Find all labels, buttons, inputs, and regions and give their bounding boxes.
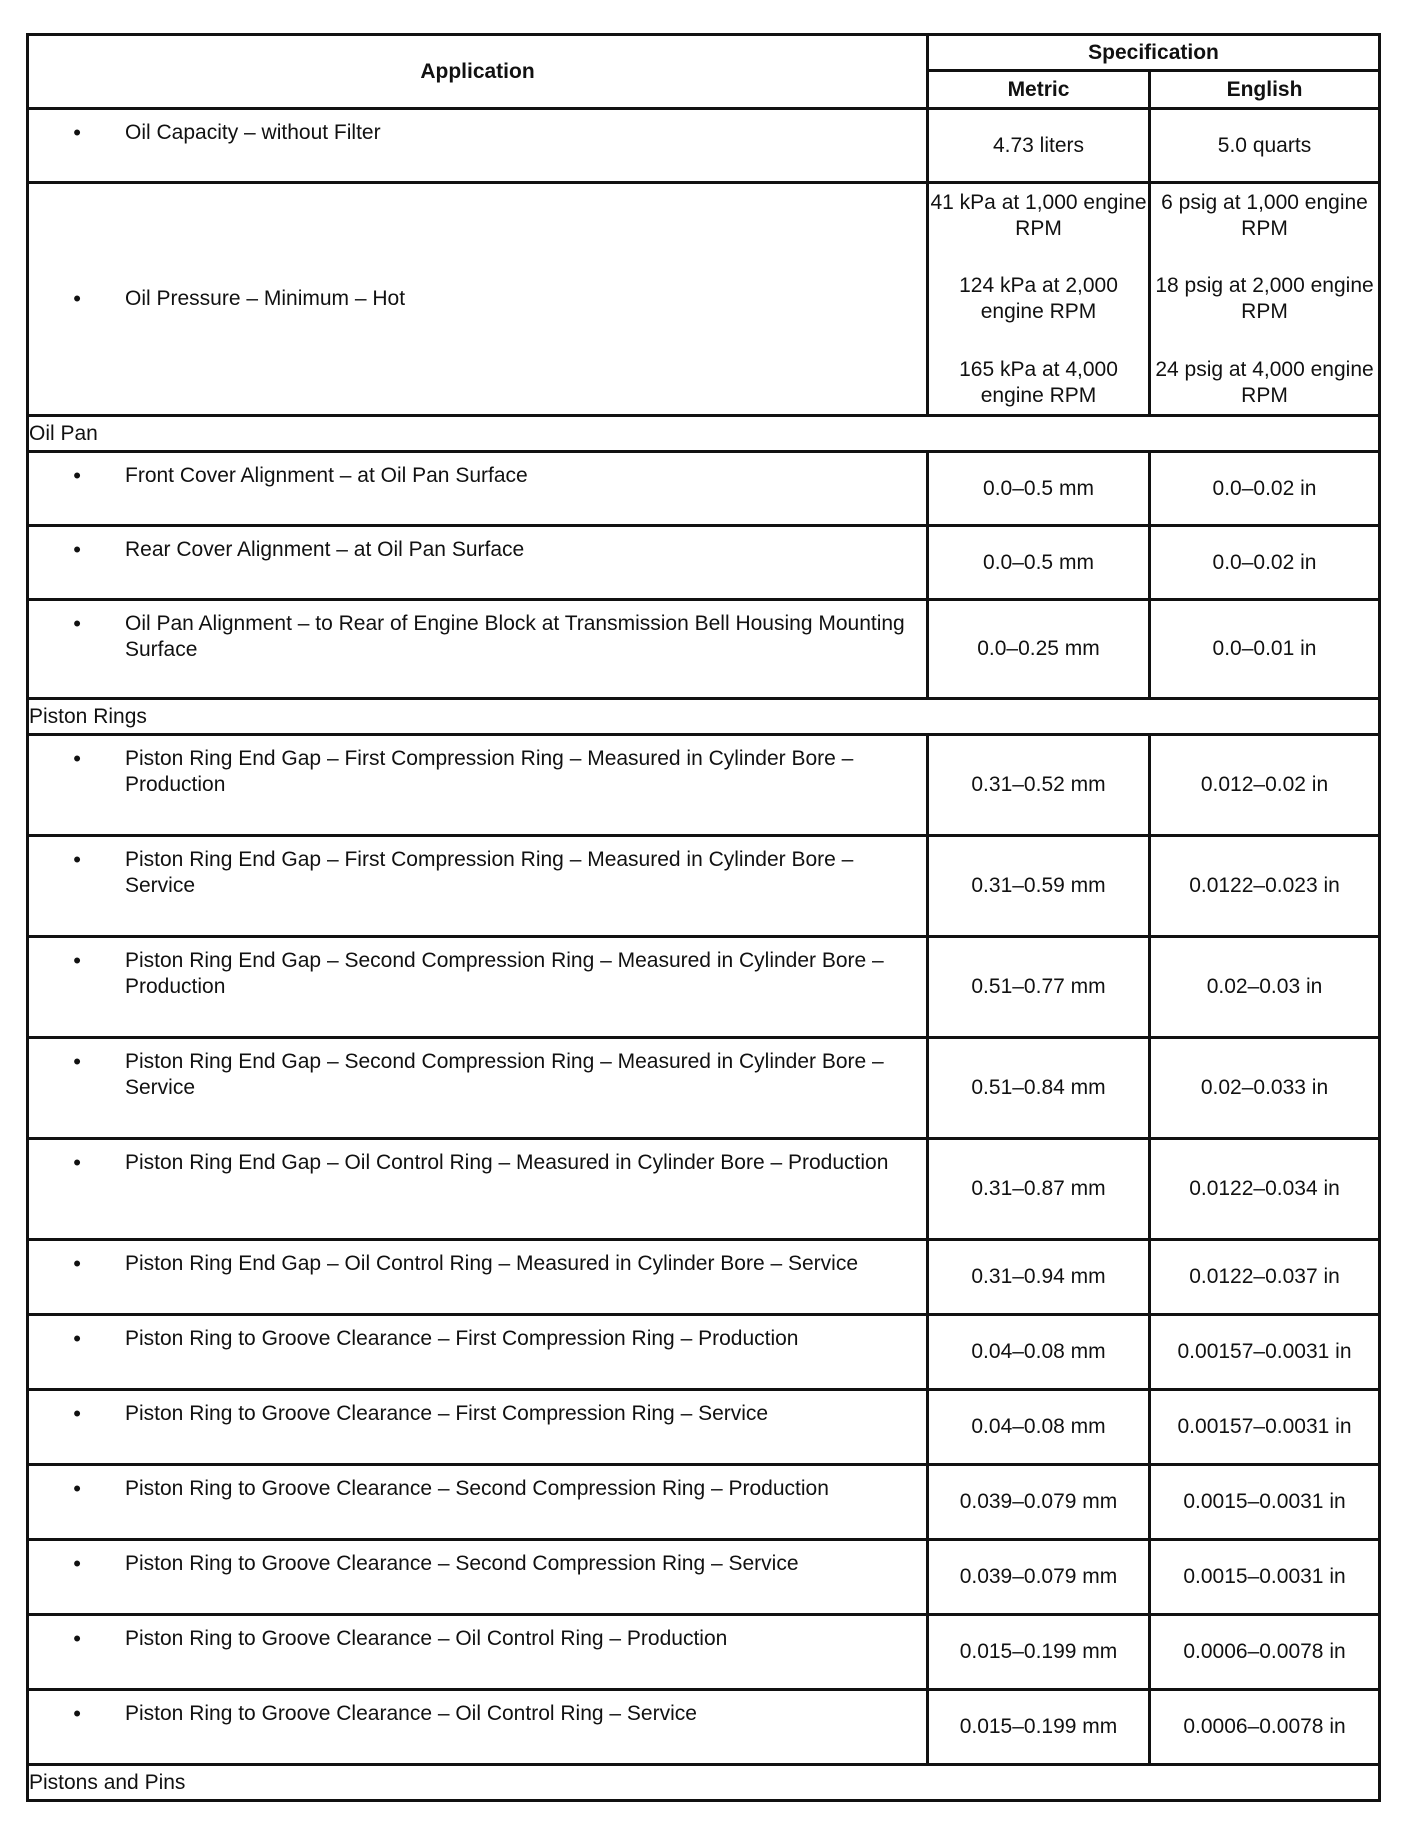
bullet-icon: • xyxy=(73,1150,81,1175)
section-title: Piston Rings xyxy=(28,699,1380,735)
metric-value: 0.31–0.59 mm xyxy=(928,836,1150,937)
metric-value: 0.51–0.77 mm xyxy=(928,937,1150,1038)
application-cell xyxy=(28,1690,928,1765)
bullet-icon: • xyxy=(73,1049,81,1074)
header-metric: Metric xyxy=(928,71,1150,109)
english-value: 0.0122–0.037 in xyxy=(1150,1240,1380,1315)
english-value-group xyxy=(1150,183,1380,416)
application-cell xyxy=(28,526,928,600)
header-application: Application xyxy=(28,35,928,109)
application-text: Piston Ring End Gap – First Compression Ring – Measured in Cylinder Bore – Production xyxy=(125,747,854,796)
bullet-icon: • xyxy=(73,1251,81,1276)
application-text: Piston Ring End Gap – Second Compression Ring – Measured in Cylinder Bore – Service xyxy=(125,1050,884,1099)
metric-value: 0.04–0.08 mm xyxy=(928,1390,1150,1465)
section-row xyxy=(28,1765,1380,1801)
application-cell xyxy=(28,1615,928,1690)
metric-value: 0.015–0.199 mm xyxy=(928,1690,1150,1765)
metric-value: 124 kPa at 2,000 engine RPM xyxy=(959,274,1118,323)
application-text: Piston Ring to Groove Clearance – Second Compression Ring – Service xyxy=(125,1552,799,1575)
bullet-icon: • xyxy=(73,286,81,311)
bullet-icon: • xyxy=(73,847,81,872)
application-text: Oil Pan Alignment – to Rear of Engine Block at Transmission Bell Housing Mounting Surface xyxy=(125,612,905,661)
bullet-icon: • xyxy=(73,1701,81,1726)
application-text: Piston Ring to Groove Clearance – First Compression Ring – Service xyxy=(125,1402,769,1425)
metric-value: 0.015–0.199 mm xyxy=(928,1615,1150,1690)
bullet-icon: • xyxy=(73,1551,81,1576)
bullet-icon: • xyxy=(73,1626,81,1651)
application-text: Piston Ring End Gap – First Compression Ring – Measured in Cylinder Bore – Service xyxy=(125,848,854,897)
bullet-icon: • xyxy=(73,1326,81,1351)
bullet-icon: • xyxy=(73,120,81,145)
metric-value-group xyxy=(928,183,1150,416)
table-row xyxy=(28,735,1380,836)
application-cell xyxy=(28,937,928,1038)
application-cell xyxy=(28,1540,928,1615)
bullet-icon: • xyxy=(73,537,81,562)
application-text: Piston Ring End Gap – Second Compression Ring – Measured in Cylinder Bore – Production xyxy=(125,949,884,998)
metric-value: 0.039–0.079 mm xyxy=(928,1540,1150,1615)
table-row xyxy=(28,1540,1380,1615)
application-text: Oil Pressure – Minimum – Hot xyxy=(125,287,406,310)
application-cell xyxy=(28,735,928,836)
application-cell xyxy=(28,183,928,416)
table-row xyxy=(28,600,1380,699)
table-row xyxy=(28,526,1380,600)
section-row xyxy=(28,699,1380,735)
bullet-icon: • xyxy=(73,1476,81,1501)
metric-value: 165 kPa at 4,000 engine RPM xyxy=(959,357,1118,407)
application-cell xyxy=(28,109,928,183)
application-cell xyxy=(28,1315,928,1390)
bullet-icon: • xyxy=(73,611,81,636)
table-row xyxy=(28,1139,1380,1240)
application-text: Piston Ring to Groove Clearance – Oil Control Ring – Service xyxy=(125,1702,697,1725)
application-text: Rear Cover Alignment – at Oil Pan Surface xyxy=(125,538,525,561)
table-row xyxy=(28,452,1380,526)
metric-value: 41 kPa at 1,000 engine RPM xyxy=(930,190,1147,240)
table-row xyxy=(28,1465,1380,1540)
application-cell xyxy=(28,836,928,937)
metric-value: 0.31–0.94 mm xyxy=(928,1240,1150,1315)
english-value: 0.00157–0.0031 in xyxy=(1150,1315,1380,1390)
bullet-icon: • xyxy=(73,1401,81,1426)
application-cell xyxy=(28,1465,928,1540)
application-text: Piston Ring to Groove Clearance – First Compression Ring – Production xyxy=(125,1327,799,1350)
application-cell xyxy=(28,1139,928,1240)
english-value: 18 psig at 2,000 engine RPM xyxy=(1155,274,1374,323)
english-value: 24 psig at 4,000 engine RPM xyxy=(1155,357,1374,407)
metric-value: 0.039–0.079 mm xyxy=(928,1465,1150,1540)
metric-value: 4.73 liters xyxy=(928,109,1150,183)
english-value: 6 psig at 1,000 engine RPM xyxy=(1161,190,1368,240)
bullet-icon: • xyxy=(73,948,81,973)
table-row xyxy=(28,1038,1380,1139)
metric-value: 0.0–0.5 mm xyxy=(928,526,1150,600)
section-title: Oil Pan xyxy=(28,416,1380,452)
table-row xyxy=(28,1690,1380,1765)
bullet-icon: • xyxy=(73,463,81,488)
application-text: Oil Capacity – without Filter xyxy=(125,121,381,144)
table-row xyxy=(28,183,1380,416)
metric-value: 0.51–0.84 mm xyxy=(928,1038,1150,1139)
english-value: 0.0006–0.0078 in xyxy=(1150,1690,1380,1765)
application-cell xyxy=(28,1240,928,1315)
application-cell xyxy=(28,600,928,699)
section-title: Pistons and Pins xyxy=(28,1765,1380,1801)
english-value: 0.0015–0.0031 in xyxy=(1150,1540,1380,1615)
table-row xyxy=(28,1315,1380,1390)
metric-value: 0.04–0.08 mm xyxy=(928,1315,1150,1390)
english-value: 0.0–0.01 in xyxy=(1150,600,1380,699)
english-value: 0.0122–0.034 in xyxy=(1150,1139,1380,1240)
english-value: 0.0006–0.0078 in xyxy=(1150,1615,1380,1690)
application-cell xyxy=(28,452,928,526)
header-specification: Specification xyxy=(928,35,1380,71)
english-value: 0.0122–0.023 in xyxy=(1150,836,1380,937)
table-row xyxy=(28,937,1380,1038)
metric-value: 0.31–0.52 mm xyxy=(928,735,1150,836)
table-row xyxy=(28,836,1380,937)
application-text: Piston Ring End Gap – Oil Control Ring – Measured in Cylinder Bore – Service xyxy=(125,1252,859,1275)
table-row xyxy=(28,109,1380,183)
table-body xyxy=(28,109,1380,1801)
table-row xyxy=(28,1390,1380,1465)
application-cell xyxy=(28,1390,928,1465)
english-value: 0.0015–0.0031 in xyxy=(1150,1465,1380,1540)
english-value: 0.02–0.033 in xyxy=(1150,1038,1380,1139)
section-row xyxy=(28,416,1380,452)
english-value: 0.0–0.02 in xyxy=(1150,526,1380,600)
bullet-icon: • xyxy=(73,746,81,771)
application-text: Piston Ring to Groove Clearance – Second Compression Ring – Production xyxy=(125,1477,829,1500)
specification-table xyxy=(26,33,1381,1802)
table-row xyxy=(28,1240,1380,1315)
table-row xyxy=(28,1615,1380,1690)
english-value: 0.012–0.02 in xyxy=(1150,735,1380,836)
application-text: Piston Ring to Groove Clearance – Oil Control Ring – Production xyxy=(125,1627,728,1650)
header-english: English xyxy=(1150,71,1380,109)
metric-value: 0.31–0.87 mm xyxy=(928,1139,1150,1240)
english-value: 5.0 quarts xyxy=(1150,109,1380,183)
metric-value: 0.0–0.5 mm xyxy=(928,452,1150,526)
application-cell xyxy=(28,1038,928,1139)
application-text: Piston Ring End Gap – Oil Control Ring – Measured in Cylinder Bore – Production xyxy=(125,1151,889,1174)
english-value: 0.00157–0.0031 in xyxy=(1150,1390,1380,1465)
english-value: 0.0–0.02 in xyxy=(1150,452,1380,526)
english-value: 0.02–0.03 in xyxy=(1150,937,1380,1038)
metric-value: 0.0–0.25 mm xyxy=(928,600,1150,699)
application-text: Front Cover Alignment – at Oil Pan Surface xyxy=(125,464,528,487)
